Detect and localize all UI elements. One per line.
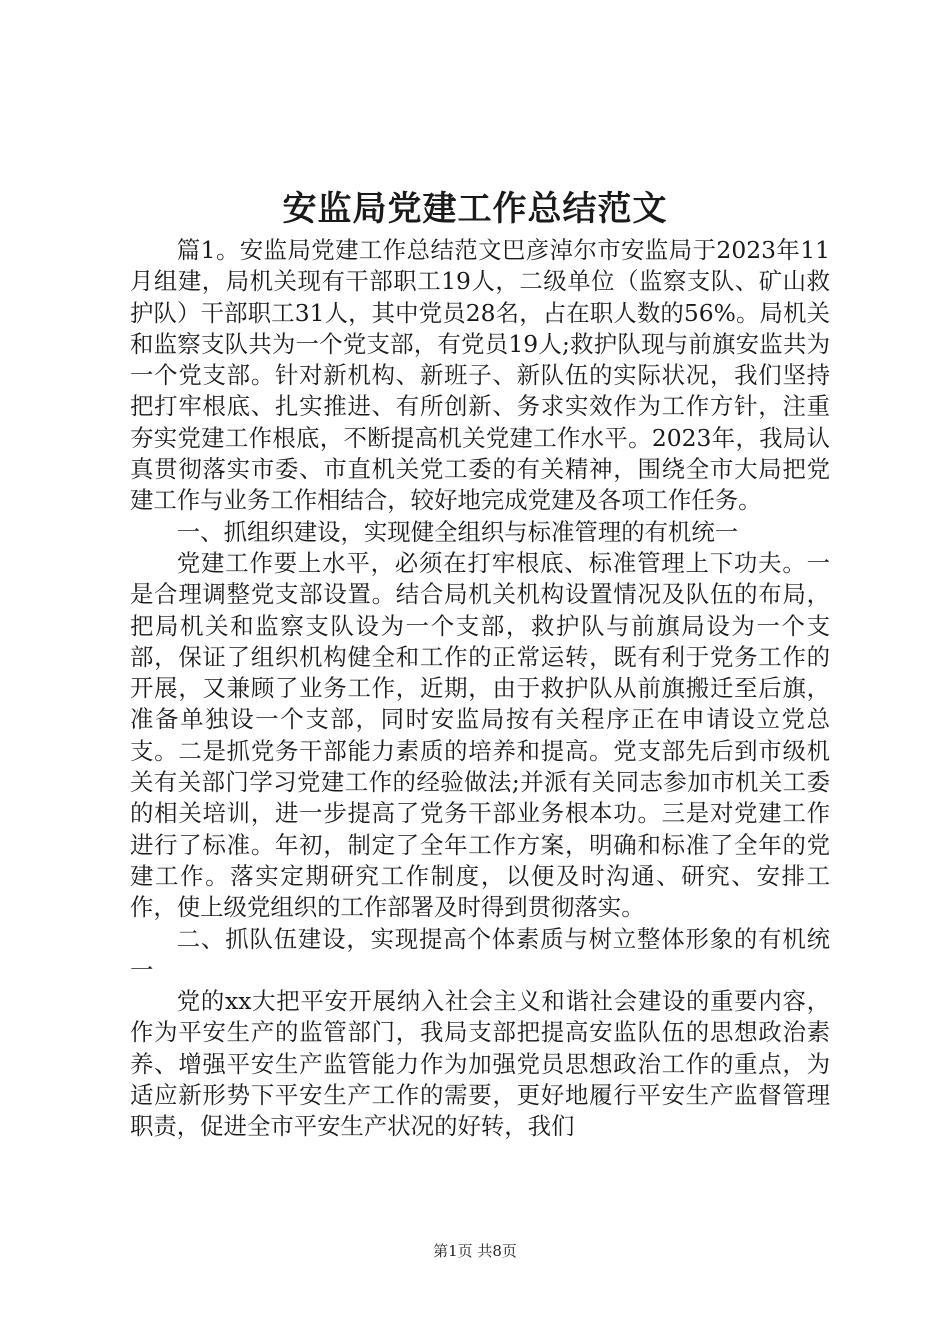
paragraph-team: 党的xx大把平安开展纳入社会主义和谐社会建设的重要内容，作为平安生产的监管部门，我局支部把提高安监队伍的思想政治素养、增强平安生产监管能力作为加强党员思想政治工作的重点，为适应新形势下平安生产工作的需要，更好地履行平安生产监督管理职责，促进全市平安生产状况的好转，我们 bbox=[130, 987, 830, 1141]
section-heading-team: 二、抓队伍建设，实现提高个体素质与树立整体形象的有机统一 bbox=[130, 924, 830, 984]
page-footer: 第1页 共8页 bbox=[433, 1242, 517, 1260]
paragraph-organization: 党建工作要上水平，必须在打牢根底、标准管理上下功夫。一是合理调整党支部设置。结合局机关机构设置情况及队伍的布局，把局机关和监察支队设为一个支部，救护队与前旗局设为一个支部，保证了组织机构健全和工作的正常运转，既有利于党务工作的开展，又兼顾了业务工作，近期，由于救护队从前旗搬迁至后旗，准备单独设一个支部，同时安监局按有关程序正在申请设立党总支。二是抓党务干部能力素质的培养和提高。党支部先后到市级机关有关部门学习党建工作的经验做法;并派有关同志参加市机关工委的相关培训，进一步提高了党务干部业务根本功。三是对党建工作进行了标准。年初，制定了全年工作方案，明确和标准了全年的党建工作。落实定期研究工作制度，以便及时沟通、研究、安排工作，使上级党组织的工作部署及时得到贯彻落实。 bbox=[130, 548, 830, 922]
document-body bbox=[130, 235, 830, 1143]
section-heading-organization: 一、抓组织建设，实现健全组织与标准管理的有机统一 bbox=[176, 517, 739, 546]
document-title: 安监局党建工作总结范文 bbox=[282, 189, 668, 229]
paragraph-intro: 篇1。安监局党建工作总结范文巴彦淖尔市安监局于2023年11月组建，局机关现有干部职工19人，二级单位（监察支队、矿山救护队）干部职工31人，其中党员28名，占在职人数的56%。局机关和监察支队共为一个党支部，有党员19人;救护队现与前旗安监共为一个党支部。针对新机构、新班子、新队伍的实际状况，我们坚持把打牢根底、扎实推进、有所创新、务求实效作为工作方针，注重夯实党建工作根底，不断提高机关党建工作水平。2023年，我局认真贯彻落实市委、市直机关党工委的有关精神，围绕全市大局把党建工作与业务工作相结合，较好地完成党建及各项工作任务。 bbox=[130, 236, 830, 515]
